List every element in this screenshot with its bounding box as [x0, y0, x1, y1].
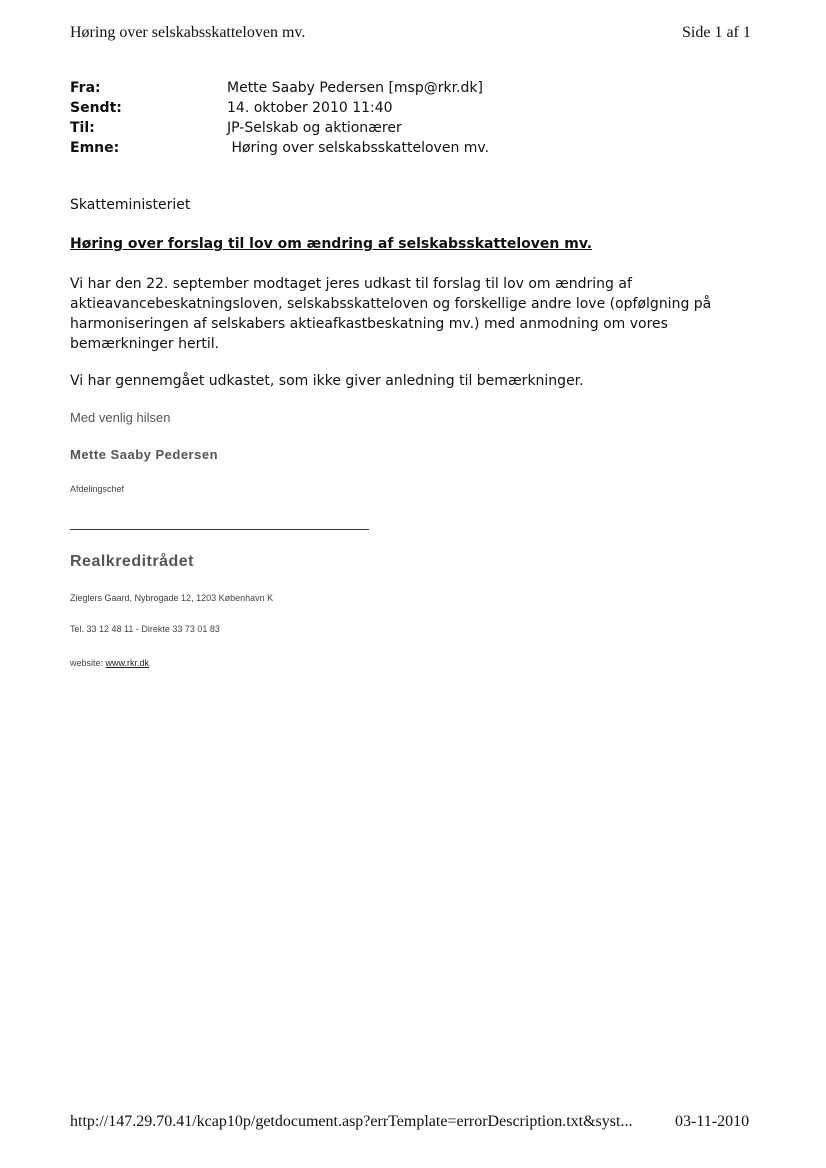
email-header-label: Emne:: [70, 140, 120, 156]
email-header-label: Til:: [70, 120, 95, 136]
page-header-title: Høring over selskabsskatteloven mv.: [70, 24, 306, 41]
subject-line: Høring over forslag til lov om ændring af selskabsskatteloven mv.: [70, 236, 593, 252]
organization-name: Realkreditrådet: [70, 553, 194, 570]
website-link[interactable]: www.rkr.dk: [105, 658, 150, 668]
email-header-value: Høring over selskabsskatteloven mv.: [227, 140, 490, 156]
website-label: website:: [70, 658, 106, 668]
body-paragraph: Vi har gennemgået udkastet, som ikke giver anledning til bemærkninger.: [70, 373, 584, 389]
email-header-label: Sendt:: [70, 100, 122, 116]
signer-title: Afdelingschef: [70, 484, 125, 494]
email-header-label: Fra:: [70, 80, 101, 96]
organization-address: Zieglers Gaard, Nybrogade 12, 1203 København K: [70, 593, 274, 603]
email-header-value: JP-Selskab og aktionærer: [227, 120, 402, 136]
email-header-value: 14. oktober 2010 11:40: [227, 100, 393, 116]
signature-separator: [70, 529, 369, 530]
organization-website: [70, 658, 149, 668]
email-header-value: Mette Saaby Pedersen [msp@rkr.dk]: [227, 80, 483, 96]
recipient: Skatteministeriet: [70, 197, 191, 213]
body-paragraph: Vi har den 22. september modtaget jeres udkast til forslag til lov om ændring af aktieavancebeskatningsloven, selskabsskatteloven og forskellige andre love (opfølgning på harmoniseringen af selskabers aktieafkastbeskatning mv.) med anmodning om vores bemærkninger hertil.: [70, 276, 712, 352]
footer-url: http://147.29.70.41/kcap10p/getdocument.asp?errTemplate=errorDescription.txt&syst...: [70, 1113, 633, 1130]
page-number: Side 1 af 1: [682, 24, 751, 41]
footer-date: 03-11-2010: [675, 1113, 750, 1130]
closing: Med venlig hilsen: [70, 410, 171, 425]
organization-phone: Tel. 33 12 48 11 - Direkte 33 73 01 83: [70, 624, 220, 634]
signer-name: Mette Saaby Pedersen: [70, 447, 219, 462]
